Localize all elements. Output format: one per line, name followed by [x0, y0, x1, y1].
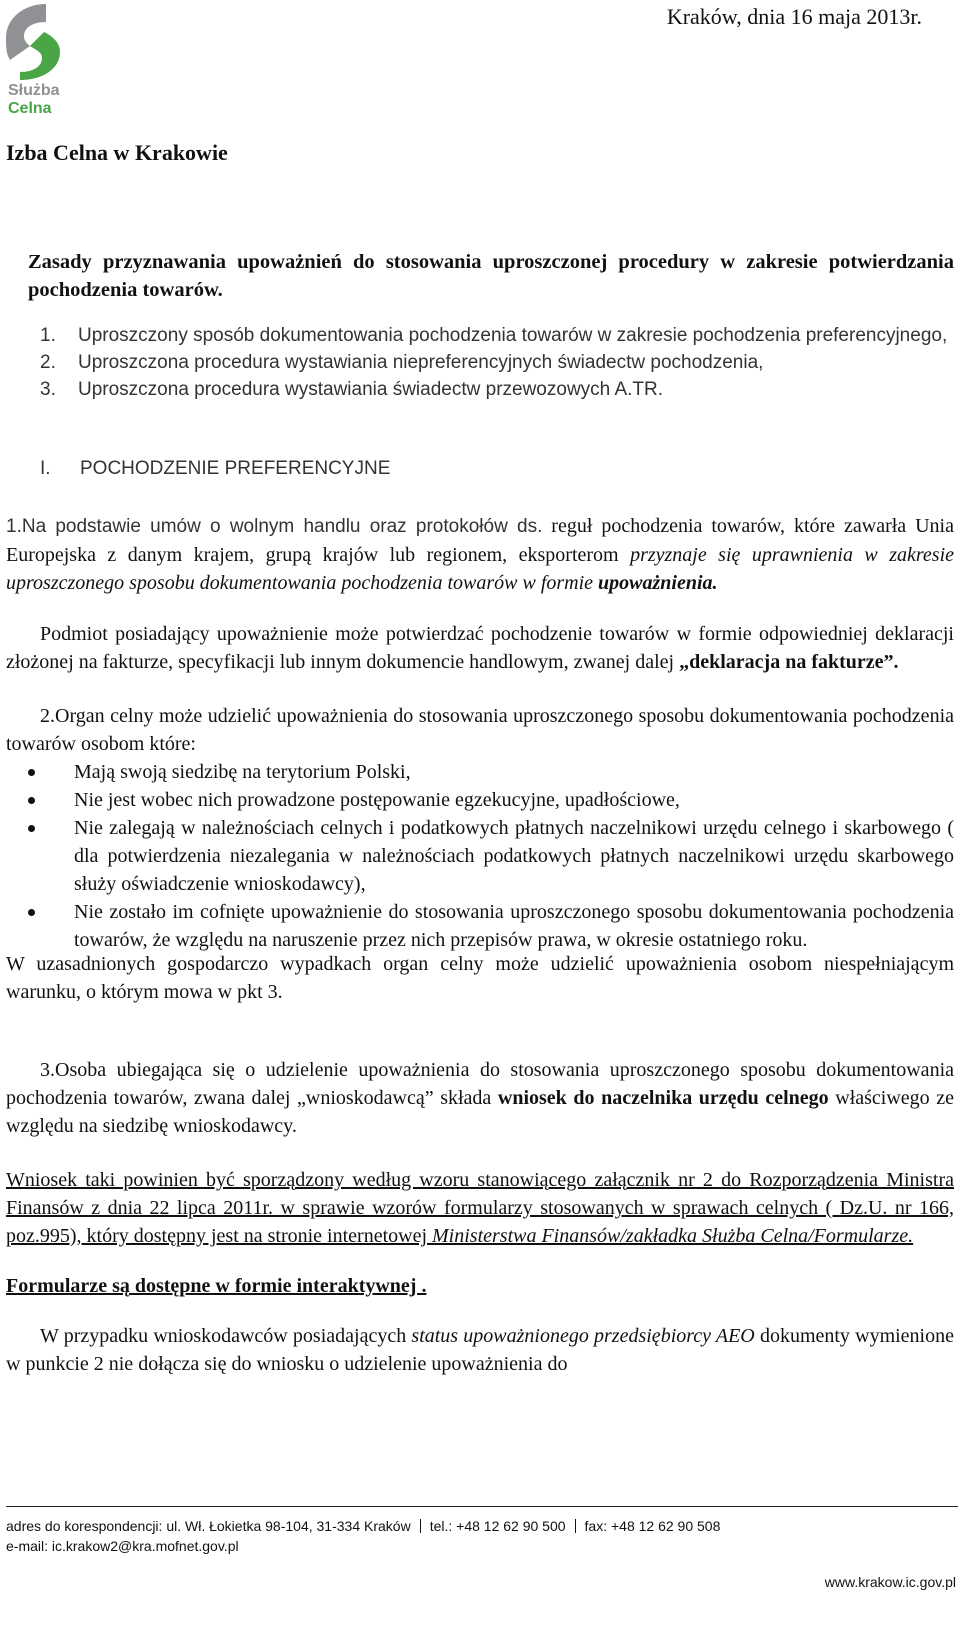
list-text: Mają swoją siedzibę na terytorium Polski, [74, 761, 411, 783]
paragraph-bold-italic: upoważnienia. [598, 572, 718, 594]
section-title: POCHODZENIE PREFERENCYJNE [80, 458, 391, 479]
paragraph-lead: 1.Na podstawie umów o wolnym handlu oraz protokołów ds. [6, 516, 543, 537]
logo-line-celna: Celna [8, 100, 52, 117]
paragraph-1 [6, 512, 954, 597]
paragraph-text: Wniosek taki powinien być sporządzony według wzoru stanowiącego załącznik nr 2 do Rozporządzenia Ministra Finansów z dnia 22 lipca 2011r. w sprawie wzorów formularzy stosowanych w sprawach celnych ( Dz.U. nr 166, poz.995), który dostępny jest na stronie internetowej [6, 1169, 954, 1247]
ministry-link[interactable]: Ministerstwa Finansów/zakładka Służba Celna/Formularze. [432, 1225, 914, 1247]
paragraph-8 [6, 1322, 954, 1378]
paragraph-5 [6, 1056, 954, 1140]
footer-phone: tel.: +48 12 62 90 500 [429, 1518, 566, 1534]
list-text: Nie jest wobec nich prowadzone postępowanie egzekucyjne, upadłościowe, [74, 789, 680, 811]
bullet-icon [28, 909, 35, 916]
footer-separator [420, 1519, 421, 1533]
section-number: I. [40, 458, 51, 479]
paragraph-italic: przyznaje się uprawnienia w zakresie uproszczonego sposobu dokumentowania pochodzenia towarów w formie [6, 544, 955, 594]
paragraph-bold: „deklaracja na fakturze”. [679, 651, 899, 673]
intro-list [40, 322, 954, 403]
list-item [28, 898, 954, 954]
footer-fax: fax: +48 12 62 90 508 [584, 1518, 721, 1534]
list-number: 1. [40, 325, 56, 346]
list-number: 2. [40, 352, 56, 373]
paragraph-7: Formularze są dostępne w formie interaktywnej . [6, 1275, 427, 1297]
paragraph-tail: właściwego ze względu na siedzibę wnioskodawcy. [6, 1087, 955, 1137]
section-heading [40, 458, 390, 480]
footer [6, 1516, 958, 1556]
paragraph-text: 3.Osoba ubiegająca się o udzielenie upoważnienia do stosowania uproszczonego sposobu dokumentowania pochodzenia towarów, zwana dalej „wnioskodawcą” składa [6, 1059, 954, 1109]
list-item [28, 786, 954, 814]
conditions-list [28, 758, 954, 954]
paragraph-6 [6, 1166, 954, 1250]
list-item [28, 814, 954, 898]
list-text: Nie zostało im cofnięte upoważnienie do stosowania uproszczonego sposobu dokumentowania pochodzenia towarów, że względu na naruszenie przez nich przepisów prawa, w okresie ostatniego roku. [74, 901, 954, 951]
list-item [40, 376, 954, 403]
paragraph-text: Podmiot posiadający upoważnienie może potwierdzać pochodzenie towarów w formie odpowiedniej deklaracji złożonej na fakturze, specyfikacji lub innym dokumencie handlowym, zwanej dalej [6, 623, 954, 673]
logo-text [8, 82, 60, 118]
footer-address: adres do korespondencji: ul. Wł. Łokietka 98-104, 31-334 Kraków [6, 1518, 411, 1534]
paragraph-bold: wniosek do naczelnika urzędu celnego [497, 1087, 829, 1109]
paragraph-text: dokumenty wymienione w punkcie 2 nie dołącza się do wniosku o udzielenie upoważnienia do [6, 1325, 954, 1375]
logo-line-sluzba: Służba [8, 82, 60, 99]
paragraph-3: 2.Organ celny może udzielić upoważnienia do stosowania uproszczonego sposobu dokumentowania pochodzenia towarów osobom które: [6, 705, 954, 755]
bullet-icon [28, 797, 35, 804]
list-item [28, 758, 954, 786]
office-name: Izba Celna w Krakowie [6, 140, 228, 165]
bullet-icon [28, 769, 35, 776]
bullet-icon [28, 825, 35, 832]
footer-contact-line [6, 1516, 958, 1536]
footer-separator [575, 1519, 576, 1533]
paragraph-text: reguł pochodzenia towarów, które zawarła Unia Europejska z danym krajem, grupą krajów lub regionem, eksporterom [6, 515, 954, 566]
document-title: Zasady przyznawania upoważnień do stosowania uproszczonej procedury w zakresie potwierdzania pochodzenia towarów. [28, 251, 954, 301]
paragraph-2 [6, 620, 954, 676]
paragraph-text: W przypadku wnioskodawców posiadających [40, 1325, 412, 1347]
footer-email[interactable]: e-mail: ic.krakow2@kra.mofnet.gov.pl [6, 1538, 239, 1554]
list-item [40, 322, 954, 349]
document-date: Kraków, dnia 16 maja 2013r. [666, 4, 922, 29]
footer-divider [6, 1506, 958, 1507]
paragraph-italic: status upoważnionego przedsiębiorcy AEO [411, 1325, 755, 1347]
list-text: Nie zalegają w należnościach celnych i podatkowych płatnych naczelnikowi urzędu celnego i skarbowego ( dla potwierdzenia niezalegania w należnościach podatkowych płatnych naczelnikowi urzędu skarbowego służy oświadczenie wnioskodawcy), [74, 817, 954, 895]
logo-mark-icon [6, 2, 70, 80]
list-text: Uproszczona procedura wystawiania świadectw przewozowych A.TR. [78, 379, 664, 400]
sluzba-celna-logo [6, 2, 70, 118]
paragraph-4: W uzasadnionych gospodarczo wypadkach organ celny może udzielić upoważnienia osobom niespełniającym warunku, o którym mowa w pkt 3. [6, 953, 954, 1003]
list-text: Uproszczony sposób dokumentowania pochodzenia towarów w zakresie pochodzenia preferencyjnego, [78, 325, 948, 346]
list-text: Uproszczona procedura wystawiania niepreferencyjnych świadectw pochodzenia, [78, 352, 764, 373]
footer-website[interactable]: www.krakow.ic.gov.pl [824, 1574, 956, 1590]
list-item [40, 349, 954, 376]
list-number: 3. [40, 379, 56, 400]
